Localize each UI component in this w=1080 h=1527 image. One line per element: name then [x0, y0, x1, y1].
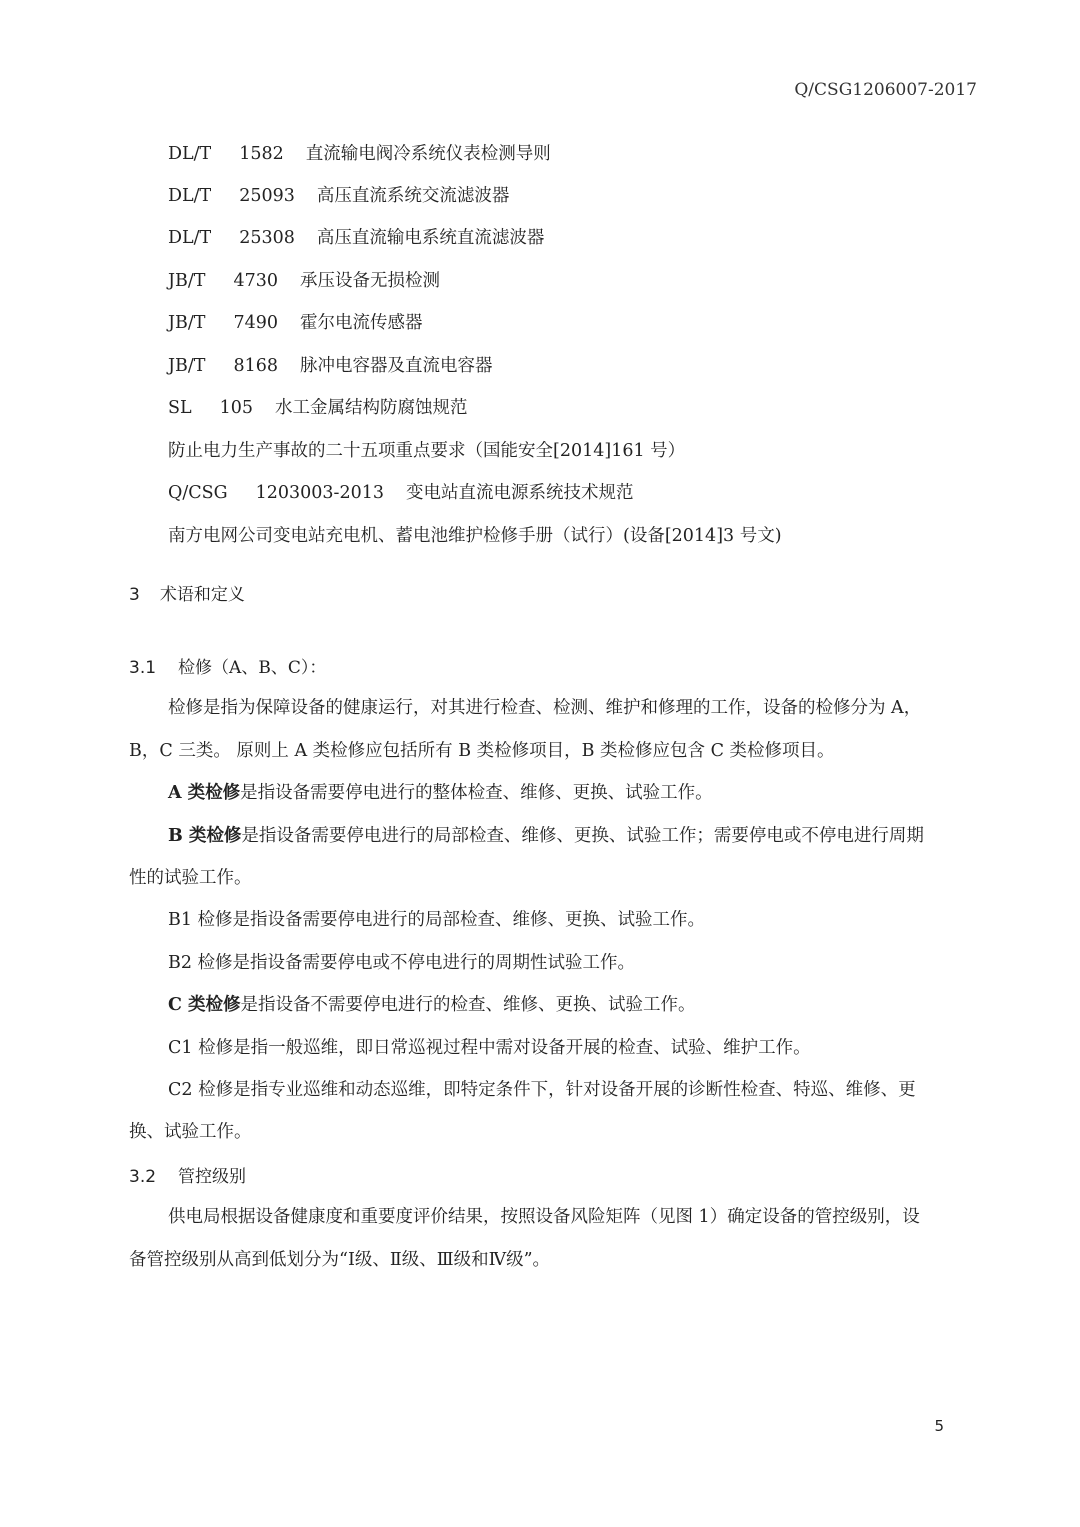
definition-a [168, 779, 713, 804]
reference-item [168, 309, 423, 334]
ref-title: 水工金属结构防腐蚀规范 [275, 398, 468, 418]
ref-code: JB/T [168, 313, 206, 333]
reference-item [168, 394, 468, 419]
definition-text: 是指设备需要停电进行的整体检查、维修、更换、试验工作。 [240, 783, 713, 803]
page-number: 5 [934, 1417, 944, 1435]
subsection-title: 检修 [178, 658, 213, 678]
ref-code: Q/CSG [168, 483, 228, 503]
term-c: C 类检修 [168, 995, 241, 1015]
subsection-number: 3.1 [129, 658, 157, 678]
subsection-number: 3.2 [129, 1167, 157, 1187]
reference-item: 防止电力生产事故的二十五项重点要求（国能安全[2014]161 号） [168, 441, 686, 461]
ref-code: DL/T [168, 228, 212, 248]
ref-number: 105 [219, 398, 254, 418]
definition-c2: C2 检修是指专业巡维和动态巡维，即特定条件下，针对设备开展的诊断性检查、特巡、维修、更 [168, 1080, 916, 1100]
reference-item [168, 140, 551, 165]
term-b: B 类检修 [168, 826, 242, 846]
definition-b2: B2 检修是指设备需要停电或不停电进行的周期性试验工作。 [168, 953, 636, 973]
reference-item [168, 479, 634, 504]
reference-item [168, 267, 440, 292]
subsection-title: 管控级别 [178, 1167, 247, 1187]
term-a: A 类检修 [168, 783, 241, 803]
definition-c1: C1 检修是指一般巡维，即日常巡视过程中需对设备开展的检查、试验、维护工作。 [168, 1038, 811, 1058]
paragraph-line: 检修是指为保障设备的健康运行，对其进行检查、检测、维护和修理的工作，设备的检修分为 A， [168, 698, 922, 718]
ref-number: 25093 [239, 186, 295, 206]
ref-title: 变电站直流电源系统技术规范 [406, 483, 634, 503]
ref-title: 高压直流输电系统直流滤波器 [316, 228, 545, 248]
subsection-heading [129, 653, 326, 678]
reference-item: 南方电网公司变电站充电机、蓄电池维护检修手册（试行）(设备[2014]3 号文) [168, 526, 782, 546]
subsection-heading [129, 1162, 246, 1187]
document-code: Q/CSG1206007-2017 [794, 80, 977, 100]
ref-code: JB/T [168, 271, 206, 291]
ref-title: 脉冲电容器及直流电容器 [300, 356, 493, 376]
paragraph-line: B，C 三类。 原则上 A 类检修应包括所有 B 类检修项目，B 类检修应包含 C 类检修项目。 [129, 741, 835, 761]
ref-title: 霍尔电流传感器 [300, 313, 423, 333]
definition-c [168, 991, 696, 1016]
ref-number: 1582 [239, 144, 284, 164]
definition-text: 是指设备不需要停电进行的检查、维修、更换、试验工作。 [240, 995, 696, 1015]
reference-item [168, 182, 509, 207]
ref-number: 1203003-2013 [255, 483, 384, 503]
ref-code: DL/T [168, 186, 212, 206]
ref-title: 直流输电阀冷系统仪表检测导则 [305, 144, 551, 164]
ref-number: 25308 [239, 228, 295, 248]
ref-number: 7490 [233, 313, 278, 333]
subsection-title-suffix: （A、B、C）： [212, 658, 327, 678]
paragraph-line: 供电局根据设备健康度和重要度评价结果，按照设备风险矩阵（见图 1）确定设备的管控级别，设 [168, 1207, 920, 1227]
ref-code: DL/T [168, 144, 212, 164]
section-heading [129, 580, 245, 605]
ref-code: SL [168, 398, 192, 418]
section-number: 3 [129, 585, 140, 605]
ref-number: 8168 [233, 356, 278, 376]
ref-title: 高压直流系统交流滤波器 [316, 186, 510, 206]
reference-item [168, 352, 493, 377]
definition-b [168, 822, 924, 847]
reference-item [168, 224, 544, 249]
ref-number: 4730 [233, 271, 278, 291]
section-title: 术语和定义 [159, 585, 245, 605]
paragraph-line: 性的试验工作。 [129, 868, 252, 888]
paragraph-line: 换、试验工作。 [129, 1122, 252, 1142]
definition-b1: B1 检修是指设备需要停电进行的局部检查、维修、更换、试验工作。 [168, 910, 706, 930]
ref-code: JB/T [168, 356, 206, 376]
ref-title: 承压设备无损检测 [300, 271, 440, 291]
definition-text: 是指设备需要停电进行的局部检查、维修、更换、试验工作；需要停电或不停电进行周期 [241, 826, 924, 846]
paragraph-line: 备管控级别从高到低划分为“Ⅰ级、Ⅱ级、Ⅲ级和Ⅳ级”。 [129, 1250, 551, 1270]
